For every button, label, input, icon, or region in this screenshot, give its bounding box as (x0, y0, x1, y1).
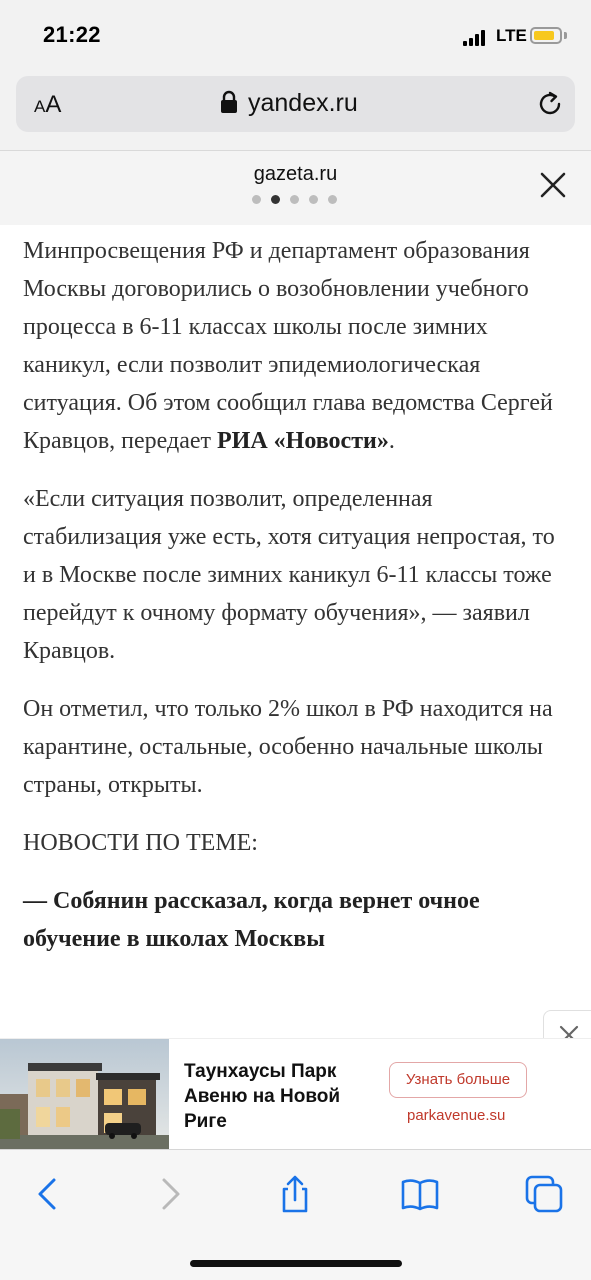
home-indicator[interactable] (190, 1260, 402, 1267)
page-dot[interactable] (309, 195, 318, 204)
reload-icon[interactable] (535, 89, 565, 119)
source-link[interactable]: РИА «Новости» (217, 428, 389, 454)
back-icon[interactable] (28, 1174, 68, 1214)
page-dot[interactable] (252, 195, 261, 204)
battery-tip (564, 32, 567, 39)
signal-icon (463, 30, 489, 46)
page-dot[interactable] (328, 195, 337, 204)
text-size-button[interactable]: AA (34, 91, 62, 118)
lock-icon (220, 90, 238, 114)
forward-icon[interactable] (150, 1174, 190, 1214)
battery-icon (530, 27, 562, 44)
url-domain[interactable]: yandex.ru (248, 89, 358, 117)
page-dot[interactable] (290, 195, 299, 204)
related-link[interactable]: — Собянин рассказал, когда вернет очное обучение в школах Москвы (23, 888, 480, 952)
site-header (0, 150, 591, 225)
page-dot-active[interactable] (271, 195, 280, 204)
browser-toolbar (0, 1149, 591, 1280)
article-paragraph: Минпросвещения РФ и департамент образования Москвы договорились о возобновлении учебного процесса в 6-11 классах школы после зимних каникул, если позволит эпидемиологическая ситуация. Об этом сообщил глава ведомства Сергей Кравцов, передает РИА «Новости». (23, 238, 553, 454)
tabs-icon[interactable] (524, 1174, 564, 1214)
share-icon[interactable] (275, 1174, 315, 1214)
article-paragraph: «Если ситуация позволит, определенная стабилизация уже есть, хотя ситуация непростая, то и в Москве после зимних каникул 6-11 классы тоже перейдут к очному формату обучения», — заявил Кравцов. (23, 486, 555, 664)
ad-link[interactable]: parkavenue.su (407, 1107, 506, 1124)
learn-more-button[interactable]: Узнать больше (389, 1062, 527, 1098)
related-heading: НОВОСТИ ПО ТЕМЕ: (23, 830, 258, 856)
site-name: gazeta.ru (253, 163, 338, 185)
status-time: 21:22 (43, 22, 101, 47)
network-type: LTE (496, 26, 527, 45)
article-paragraph: Он отметил, что только 2% школ в РФ находится на карантине, остальные, особенно начальные школы страны, открыты. (23, 696, 553, 798)
ad-banner[interactable] (0, 1038, 591, 1150)
ad-title[interactable]: Таунхаусы Парк Авеню на Новой Риге (184, 1061, 341, 1132)
close-icon[interactable] (539, 171, 567, 199)
ad-image[interactable] (0, 1039, 169, 1150)
url-area (0, 70, 591, 150)
status-bar (0, 0, 591, 70)
bookmarks-icon[interactable] (400, 1174, 440, 1214)
article-body (23, 232, 571, 978)
address-bar[interactable] (16, 76, 575, 132)
